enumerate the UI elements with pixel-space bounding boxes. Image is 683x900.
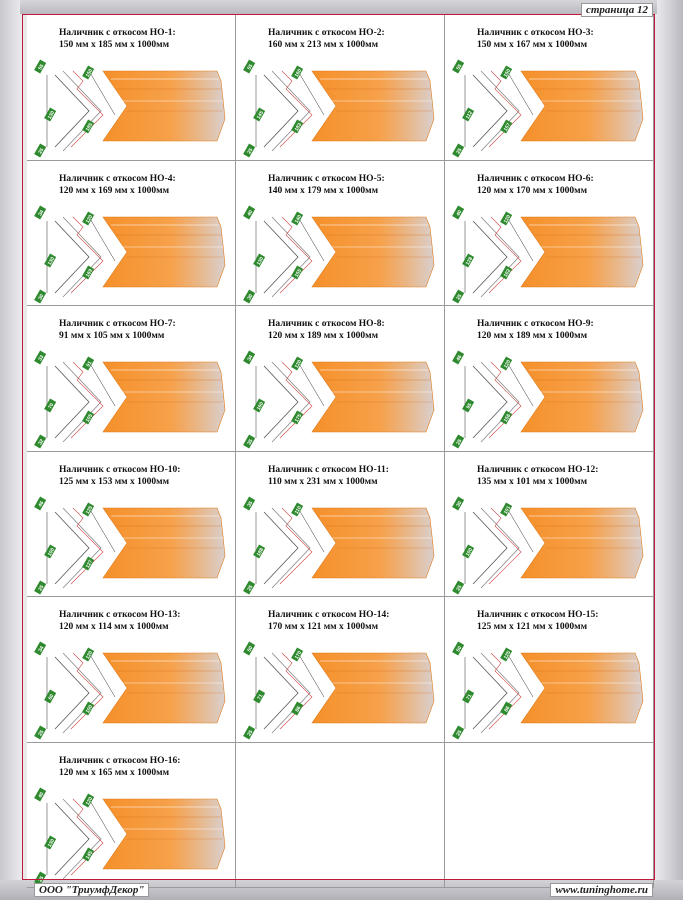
svg-text:130: 130 xyxy=(46,837,57,848)
product-size: 120 мм х 189 мм х 1000мм xyxy=(268,331,379,341)
svg-text:128: 128 xyxy=(464,255,475,266)
svg-text:35: 35 xyxy=(246,438,255,447)
product-name: Наличник с откосом НО-9: xyxy=(477,319,594,329)
svg-text:130: 130 xyxy=(46,255,57,266)
product-size: 120 мм х 169 мм х 1000мм xyxy=(59,185,170,196)
company-name: ООО "ТриумфДекор" xyxy=(34,883,149,897)
product-name: Наличник с откосом НО-2: xyxy=(268,28,385,38)
sheet-border xyxy=(22,14,655,880)
svg-text:130: 130 xyxy=(46,110,57,121)
product-size: 140 мм х 179 мм х 1000мм xyxy=(268,185,379,196)
svg-text:30: 30 xyxy=(455,499,464,508)
svg-text:34: 34 xyxy=(246,354,255,363)
product-size: 120 мм х 165 мм х 1000мм xyxy=(59,767,170,778)
svg-text:55: 55 xyxy=(455,63,464,72)
product-name: Наличник с откосом НО-4: xyxy=(59,173,176,184)
product-name: Наличник с откосом НО-14: xyxy=(268,610,390,620)
product-size: 150 мм х 185 мм х 1000мм xyxy=(59,40,170,50)
svg-text:100: 100 xyxy=(84,704,95,715)
svg-text:40: 40 xyxy=(37,790,46,799)
svg-text:145: 145 xyxy=(255,110,266,121)
svg-text:120: 120 xyxy=(502,359,513,370)
svg-text:25: 25 xyxy=(246,147,255,156)
product-size: 110 мм х 231 мм х 1000мм xyxy=(268,476,378,487)
svg-text:100: 100 xyxy=(464,546,475,557)
product-name: Наличник с откосом НО-13: xyxy=(59,610,181,620)
product-size: 91 мм х 105 мм х 1000мм xyxy=(59,331,165,341)
svg-text:34: 34 xyxy=(37,645,46,654)
svg-text:25: 25 xyxy=(37,729,46,738)
svg-text:25: 25 xyxy=(37,583,46,592)
product-name: Наличник с откосом НО-12: xyxy=(477,464,599,475)
product-name: Наличник с откосом НО-1: xyxy=(59,28,176,38)
page-frame-left xyxy=(0,0,20,900)
product-size: 120 мм х 114 мм х 1000мм xyxy=(59,622,169,632)
svg-text:127: 127 xyxy=(84,558,95,569)
website-link[interactable]: www.tuninghome.ru xyxy=(550,883,653,897)
svg-text:40: 40 xyxy=(246,208,255,217)
svg-text:25: 25 xyxy=(455,583,464,592)
svg-text:188: 188 xyxy=(255,546,266,557)
svg-text:30: 30 xyxy=(246,292,255,301)
svg-text:55: 55 xyxy=(246,63,255,72)
svg-text:100: 100 xyxy=(46,546,57,557)
svg-text:125: 125 xyxy=(84,504,95,515)
svg-text:120: 120 xyxy=(84,650,95,661)
svg-text:55: 55 xyxy=(37,63,46,72)
svg-text:169: 169 xyxy=(84,267,95,278)
svg-text:46: 46 xyxy=(455,354,464,363)
svg-text:25: 25 xyxy=(246,583,255,592)
svg-text:71: 71 xyxy=(256,693,265,702)
svg-text:156: 156 xyxy=(502,413,513,424)
svg-text:155: 155 xyxy=(293,267,304,278)
product-name: Наличник с откосом НО-7: xyxy=(59,319,176,329)
product-name: Наличник с откосом НО-10: xyxy=(59,464,181,475)
svg-text:95: 95 xyxy=(465,402,474,411)
product-size: 160 мм х 213 мм х 1000мм xyxy=(268,40,379,50)
svg-text:150: 150 xyxy=(84,68,95,79)
svg-text:150: 150 xyxy=(502,68,513,79)
svg-text:25: 25 xyxy=(246,729,255,738)
svg-text:185: 185 xyxy=(84,122,95,133)
svg-text:120: 120 xyxy=(293,359,304,370)
svg-text:170: 170 xyxy=(293,650,304,661)
svg-text:101: 101 xyxy=(502,504,513,515)
svg-text:120: 120 xyxy=(502,213,513,224)
svg-text:140: 140 xyxy=(293,213,304,224)
svg-text:30: 30 xyxy=(37,292,46,301)
svg-text:50: 50 xyxy=(455,645,464,654)
svg-text:112: 112 xyxy=(464,110,475,121)
svg-text:145: 145 xyxy=(84,849,95,860)
svg-text:32: 32 xyxy=(37,438,46,447)
product-size: 125 мм х 121 мм х 1000мм xyxy=(477,622,588,632)
product-name: Наличник с откосом НО-11: xyxy=(268,464,389,475)
svg-text:71: 71 xyxy=(465,693,474,702)
product-size: 120 мм х 170 мм х 1000мм xyxy=(477,185,588,196)
product-name: Наличник с откосом НО-6: xyxy=(477,173,594,184)
svg-text:160: 160 xyxy=(293,68,304,79)
svg-text:60: 60 xyxy=(47,693,56,702)
product-name: Наличник с откосом НО-15: xyxy=(477,610,599,620)
product-name: Наличник с откосом НО-3: xyxy=(477,28,594,38)
svg-text:125: 125 xyxy=(502,650,513,661)
svg-text:40: 40 xyxy=(455,208,464,217)
product-size: 150 мм х 167 мм х 1000мм xyxy=(477,40,588,50)
svg-text:130: 130 xyxy=(255,255,266,266)
svg-text:183: 183 xyxy=(293,122,304,133)
svg-text:160: 160 xyxy=(255,401,266,412)
svg-text:86: 86 xyxy=(503,705,512,714)
product-size: 120 мм х 189 мм х 1000мм xyxy=(477,331,588,341)
svg-text:33: 33 xyxy=(37,354,46,363)
svg-text:25: 25 xyxy=(455,729,464,738)
svg-text:25: 25 xyxy=(37,874,46,883)
svg-text:50: 50 xyxy=(246,645,255,654)
svg-text:70: 70 xyxy=(47,402,56,411)
product-name: Наличник с откосом НО-16: xyxy=(59,755,181,766)
svg-text:25: 25 xyxy=(455,147,464,156)
svg-text:25: 25 xyxy=(455,292,464,301)
svg-text:35: 35 xyxy=(246,499,255,508)
product-name: Наличник с откосом НО-8: xyxy=(268,319,385,329)
svg-text:110: 110 xyxy=(293,504,304,515)
svg-text:46: 46 xyxy=(37,499,46,508)
product-size: 125 мм х 153 мм х 1000мм xyxy=(59,476,170,487)
svg-text:157: 157 xyxy=(502,122,513,133)
svg-text:25: 25 xyxy=(455,438,464,447)
svg-text:91: 91 xyxy=(85,360,94,369)
product-size: 135 мм х 101 мм х 1000мм xyxy=(477,476,588,487)
page-number-label: страница 12 xyxy=(581,3,653,17)
product-size: 170 мм х 121 мм х 1000мм xyxy=(268,622,379,632)
product-name: Наличник с откосом НО-5: xyxy=(268,173,385,184)
svg-text:120: 120 xyxy=(84,213,95,224)
svg-text:120: 120 xyxy=(84,795,95,806)
svg-text:86: 86 xyxy=(294,705,303,714)
svg-text:25: 25 xyxy=(37,147,46,156)
svg-text:105: 105 xyxy=(84,413,95,424)
svg-text:175: 175 xyxy=(293,413,304,424)
svg-text:102: 102 xyxy=(502,267,513,278)
svg-text:34: 34 xyxy=(37,208,46,217)
page-frame-right xyxy=(657,0,683,900)
